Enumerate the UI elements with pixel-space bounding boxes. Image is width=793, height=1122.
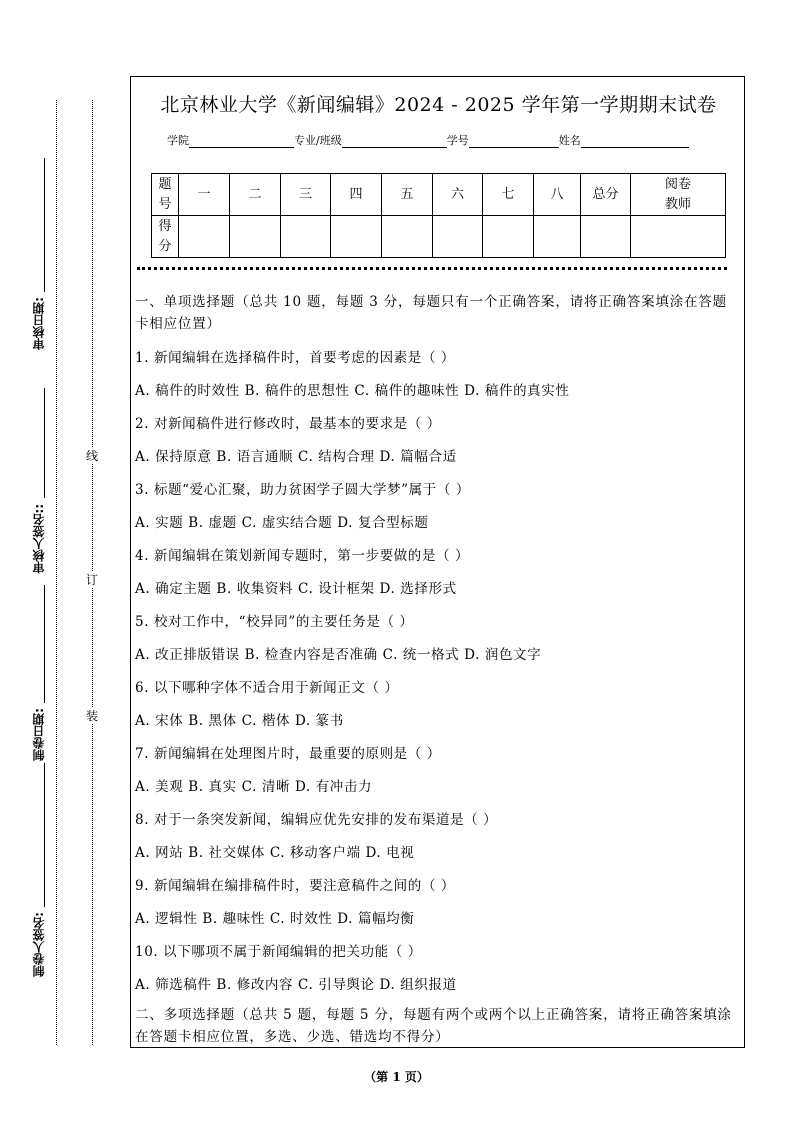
score-header-cell: 总分 bbox=[581, 174, 631, 216]
exam-frame bbox=[130, 76, 745, 1048]
score-cell[interactable] bbox=[534, 216, 581, 258]
score-header-cell: 五 bbox=[382, 174, 433, 216]
binding-line-char: 线 bbox=[86, 449, 99, 463]
question-2: 2. 对新闻稿件进行修改时，最基本的要求是（ ） bbox=[135, 416, 441, 432]
reviewer-date-label: 审核日期: bbox=[32, 297, 46, 350]
score-table-score-row bbox=[152, 216, 726, 258]
question-4: 4. 新闻编辑在策划新闻专题时，第一步要做的是（ ） bbox=[135, 548, 470, 564]
answer-options-10: A. 筛选稿件 B. 修改内容 C. 引导舆论 D. 组织报道 bbox=[135, 977, 457, 993]
maker-sign-label: 制卷人签名: bbox=[32, 912, 46, 977]
dotted-separator bbox=[137, 267, 727, 270]
score-cell[interactable] bbox=[631, 216, 726, 258]
score-table-header-row bbox=[152, 174, 726, 216]
reviewer-sign-blank bbox=[44, 388, 45, 498]
score-header-cell: 六 bbox=[433, 174, 483, 216]
answer-options-8: A. 网站 B. 社交媒体 C. 移动客户端 D. 电视 bbox=[135, 845, 415, 861]
score-header-cell: 七 bbox=[483, 174, 534, 216]
score-cell[interactable] bbox=[331, 216, 382, 258]
answer-options-6: A. 宋体 B. 黑体 C. 楷体 D. 篆书 bbox=[135, 713, 344, 729]
score-cell[interactable] bbox=[230, 216, 281, 258]
binding-zhuang-char: 装 bbox=[86, 709, 99, 723]
answer-options-5: A. 改正排版错误 B. 检查内容是否准确 C. 统一格式 D. 润色文字 bbox=[135, 647, 542, 663]
name-label: 姓名 bbox=[558, 134, 581, 147]
question-7: 7. 新闻编辑在处理图片时，最重要的原则是（ ） bbox=[135, 746, 441, 762]
question-9: 9. 新闻编辑在编排稿件时，要注意稿件之间的（ ） bbox=[135, 878, 455, 894]
major-label: 专业/班级 bbox=[294, 134, 342, 147]
score-cell[interactable] bbox=[483, 216, 534, 258]
section2-heading: 二、多项选择题（总共 5 题，每题 5 分，每题有两个或两个以上正确答案，请将正确答案填涂在答题卡相应位置，多选、少选、错选均不得分） bbox=[135, 1007, 732, 1045]
student-id-label: 学号 bbox=[446, 134, 469, 147]
exam-title: 北京林业大学《新闻编辑》2024 - 2025 学年第一学期期末试卷 bbox=[160, 94, 717, 116]
reviewer-sign-label: 审核人签名:: bbox=[32, 504, 46, 574]
score-cell[interactable] bbox=[433, 216, 483, 258]
binding-dotted-line-outer bbox=[56, 100, 57, 1045]
score-header-cell: 四 bbox=[331, 174, 382, 216]
question-1: 1. 新闻编辑在选择稿件时，首要考虑的因素是（ ） bbox=[135, 350, 455, 366]
score-cell[interactable] bbox=[179, 216, 230, 258]
college-field[interactable] bbox=[189, 135, 294, 148]
answer-options-4: A. 确定主题 B. 收集资料 C. 设计框架 D. 选择形式 bbox=[135, 581, 457, 597]
answer-options-7: A. 美观 B. 真实 C. 清晰 D. 有冲击力 bbox=[135, 779, 373, 795]
answer-options-3: A. 实题 B. 虚题 C. 虚实结合题 D. 复合型标题 bbox=[135, 515, 429, 531]
section1-heading: 一、单项选择题（总共 10 题，每题 3 分，每题只有一个正确答案，请将正确答案填涂在答题卡相应位置） bbox=[135, 294, 727, 332]
question-10: 10. 以下哪项不属于新闻编辑的把关功能（ ） bbox=[135, 944, 422, 960]
answer-options-9: A. 逻辑性 B. 趣味性 C. 时效性 D. 篇幅均衡 bbox=[135, 911, 415, 927]
score-header-cell: 阅卷 教师 bbox=[631, 174, 726, 216]
maker-date-blank bbox=[44, 585, 45, 703]
reviewer-date-blank bbox=[44, 158, 45, 292]
score-table bbox=[151, 173, 726, 258]
score-header-cell: 三 bbox=[281, 174, 331, 216]
name-field[interactable] bbox=[581, 135, 689, 148]
college-label: 学院 bbox=[167, 134, 189, 147]
major-field[interactable] bbox=[342, 135, 447, 148]
question-8: 8. 对于一条突发新闻，编辑应优先安排的发布渠道是（ ） bbox=[135, 812, 498, 828]
answer-options-2: A. 保持原意 B. 语言通顺 C. 结构合理 D. 篇幅合适 bbox=[135, 449, 457, 465]
score-header-cell: 八 bbox=[534, 174, 581, 216]
score-header-cell: 一 bbox=[179, 174, 230, 216]
maker-sign-blank bbox=[44, 762, 45, 907]
question-5: 5. 校对工作中，“校异同”的主要任务是（ ） bbox=[135, 614, 414, 630]
score-header-cell: 二 bbox=[230, 174, 281, 216]
student-info-row bbox=[167, 132, 689, 148]
score-cell[interactable] bbox=[281, 216, 331, 258]
answer-options-1: A. 稿件的时效性 B. 稿件的思想性 C. 稿件的趣味性 D. 稿件的真实性 bbox=[135, 383, 570, 399]
question-6: 6. 以下哪种字体不适合用于新闻正文（ ） bbox=[135, 680, 399, 696]
score-cell[interactable] bbox=[581, 216, 631, 258]
score-header-cell: 题 号 bbox=[152, 174, 179, 216]
maker-date-label: 制卷日期: bbox=[32, 708, 46, 761]
binding-ding-char: 订 bbox=[86, 573, 99, 587]
score-row-label: 得 分 bbox=[152, 216, 179, 258]
page-number: （第 1 页） bbox=[364, 1070, 429, 1084]
score-cell[interactable] bbox=[382, 216, 433, 258]
student-id-field[interactable] bbox=[469, 135, 559, 148]
question-3: 3. 标题“爱心汇聚，助力贫困学子圆大学梦”属于（ ） bbox=[135, 482, 470, 498]
